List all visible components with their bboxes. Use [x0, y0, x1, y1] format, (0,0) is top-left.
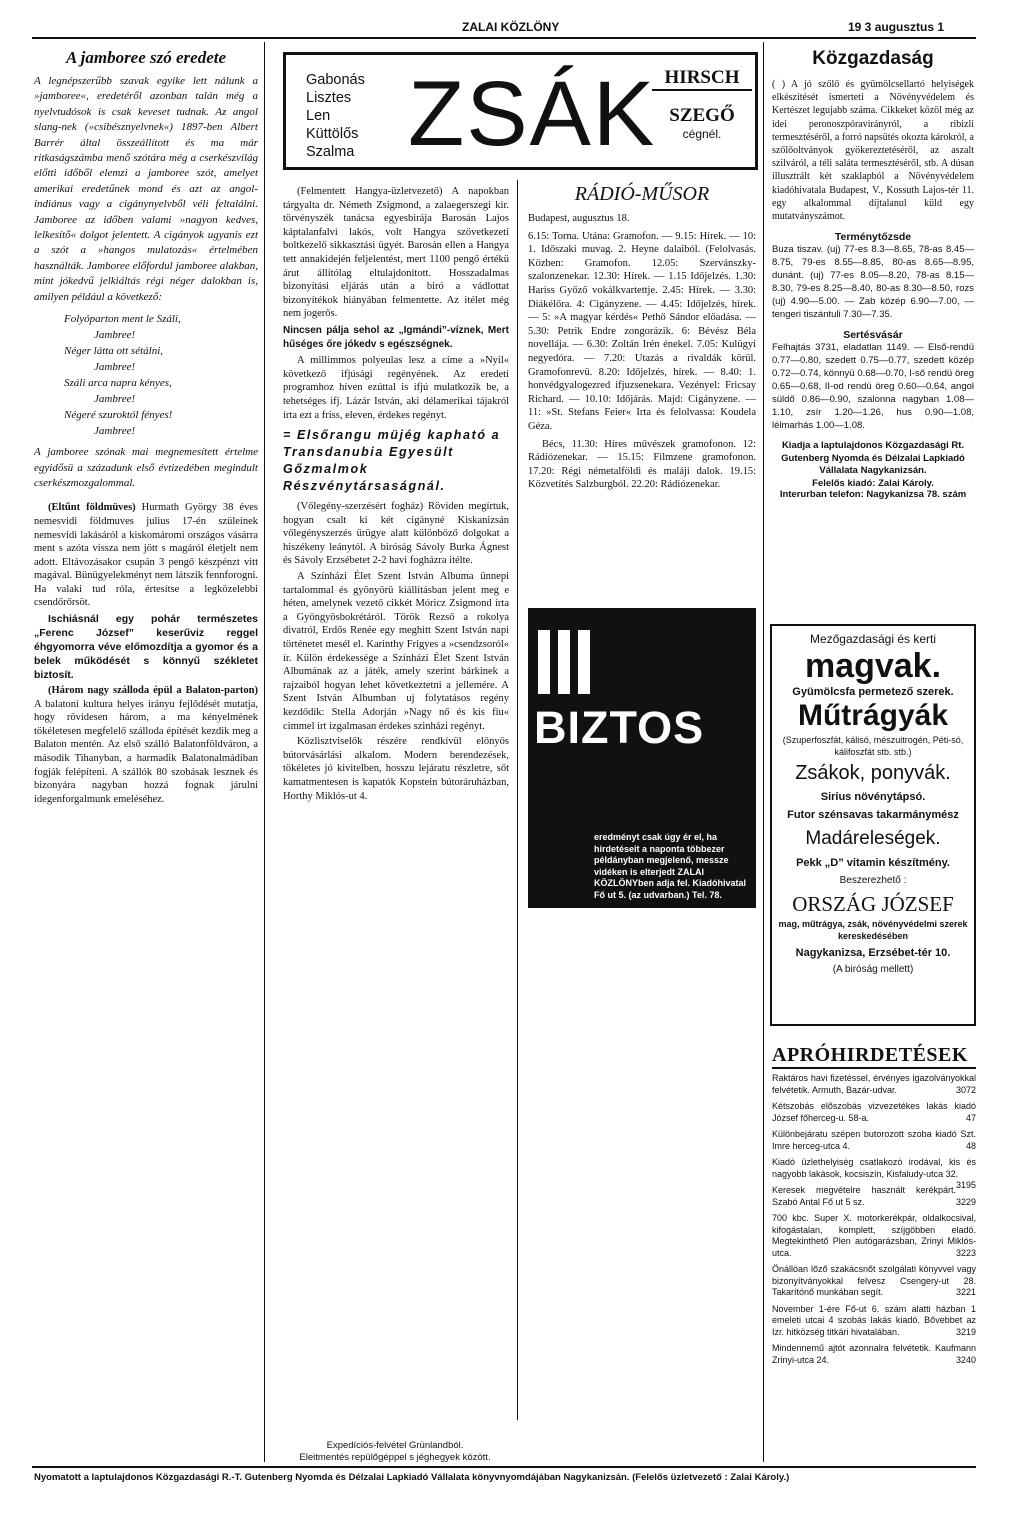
classified-number: 3229 — [955, 1196, 976, 1207]
biztos-bar — [578, 630, 590, 694]
classified-number: 3195 — [955, 1180, 976, 1190]
column-divider — [264, 42, 265, 1462]
zsak-ad-left-list — [306, 71, 365, 161]
magvak-line: Gyümölcsfa permetező szerek. — [792, 686, 954, 698]
classified-item — [772, 1129, 976, 1152]
news-text: Hurmath György 38 éves nemesvidi földmuves julius 17-én szüleinek nemesvidi lakásáról a kiskomáromi országos vásárra ment s azóta vissza nem jött s magáról életjelt nem adott. Eltávozásakor csupán 3 pengő készpénzt vitt magával. Bünügyelekményt nem látszik fennforogni. Ha valaki tud róla, értesítse a legközelebbi csendőrőrsöt. — [34, 502, 259, 609]
magvak-line: Beszerezhető : — [839, 875, 907, 886]
classified-number: 3221 — [955, 1287, 976, 1297]
magvak-big: magvak. — [804, 647, 942, 685]
magvak-line: Sirius növénytápsó. — [820, 791, 926, 803]
classified-number: 3072 — [955, 1084, 976, 1095]
radio-program: 6.15: Torna. Utána: Gramofon. — 9.15: Hírek. — 10: 1. Időszaki muvag. 2. Heyne dalaiból. (Felolvasás. Közben: Gramofon. 12.05: Szervánszky-szalonzenekar. 12.30: Hírek. — 1.15 Időjelzés. 1.30: Hariss Győző vokálkvartettje. 2.45: Hírek. — 3.30: Diákélőra. 4: Cigányzene. — 4.45: Időjelzés, hírek. — 5: »A magyar kérdés« Pethő Sándor előadása. — 5.30: Petrik Endre zongorázik. 6: Bévész Béla novellája. — 6.30: Zoltán Irén énekel. 7.05: Kulügyi negyedóra. — 7.20: Utazás a rivaldák körül. Gramofonrevü. 8.20: Időjelzés, hírek. — 8.40: 1. honvédgyalogezred ifjuzsenekara. Vezényel: Fricsay Richard. — 10.10: Időjárás. Majd: Cigányzene. — 11: »St. Stefans Feier« Irta és felolvassa: Koudela Géza. — [528, 230, 756, 432]
editor: Felelős kiadó: Zalai Károly. — [812, 477, 934, 489]
magvak-line: Mezőgazdasági és kerti — [809, 632, 937, 646]
phone: Interurban telefon: Nagykanizsa 78. szám — [779, 488, 967, 500]
zsak-ad-firm: SZEGŐ — [669, 105, 735, 126]
article-body: ( ) A jó szőlő és gyümölcsellartó helyiségek elkészítését ismerteti a Növényvédelem és Kertészet legujabb száma. Cikkeket közöl még az idei peronoszpóravirányról, a ribizli termesztéséről, a forró napsütés okozta károkról, a szőlőoltványok gyökereztetéséről, az aszalt szilváról, a téli saláta termesztéséről, stb. A dúsan illusztrált két szaklapból a Növényvédelem kiadóhivatala Budapest, V., Kossuth Lajos-tér 11. egy alkalommal díjtalanul küld egy mutatványszámot. — [772, 79, 974, 223]
zsak-ad-item: Szalma — [306, 144, 355, 160]
classified-item — [772, 1157, 976, 1190]
magvak-line: mag, műtrágya, zsák, növényvédelmi szerek kereskedésében — [778, 919, 968, 941]
news-text: A balatoni kultura helyes irányu fejlődését mutatja, hogy rövidesen három, a ma kényelmének tökéletesen megfelelő szálloda építését kezdik meg a Balaton mentén. Az első szálló Balatonföldváron, a második Tihanyban, a harmadik Balatonalmádiban fogják felépíteni. A szállók 80 szobásak lesznek és bizonyára nagyban hozzá fognak járulni idegenforgalmunk emeléséhez. — [34, 698, 258, 805]
column-divider — [517, 180, 518, 1420]
poem — [34, 311, 258, 439]
classified-number: 3240 — [955, 1354, 976, 1365]
classified-text: Raktáros havi fizetéssel, érvényes igazolványokkal felvétetik. Armuth, Bazár-udvar. — [772, 1073, 976, 1095]
poem-line: Jambree! — [94, 425, 136, 438]
zsak-ad-big: ZSÁK — [408, 63, 657, 165]
classified-number: 3219 — [955, 1326, 976, 1337]
expedition-note — [270, 1440, 520, 1464]
poem-line: Jambree! — [94, 361, 136, 374]
classified-item — [772, 1343, 976, 1366]
news-item: A millimmos polyeulas lesz a címe a »Nyil« következő ifjúsági regényének. Az eredeti programhoz híven ezúttal is ifjú mulatkozik be, a tehetséges ifj. Lázár István, aki délamerikai tájakról írta ezt a friss, eleven, érdekes regényt. — [283, 355, 509, 421]
radio-date: Budapest, augusztus 18. — [528, 213, 630, 224]
column-3 — [528, 183, 756, 494]
igmandi-notice: Nincsen pálja sehol az „Igmándi”-víznek, Mert hűséges őre jókedv s egészségnek. — [283, 324, 509, 350]
magvak-big: ORSZÁG JÓZSEF — [792, 892, 954, 916]
news-item: (Felmentett Hangya-üzletvezető) A napokban tárgyalta dr. Németh Zsigmond, a zalaegerszegi kir. törvényszék tanácsa egyesbirája Barosán Lajos káptalanfalvi lakós, volt Hangya szövetkezeti boltkezelő sikkasztási ügyét. Barosán ellen a Hangya tett annakidején feljelentést, mert 1100 pengő értékü árut állítólag eltulajdonított. Hosszadalmas bizonyítási eljárás után a biró a vádlottat bizonyítékok hiányában felmentette. Az itélet még nem jogerős. — [283, 186, 509, 320]
classified-text: Önállóan lőző szakácsnőt szolgálati könyvvel vagy bizonyítványokkal felvesz Csengery-ut 28. Takarítónő munkában segít. — [772, 1264, 976, 1297]
classified-number: 48 — [965, 1140, 976, 1151]
market-title: Terménytőzsde — [834, 231, 912, 244]
magvak-line: Futor szénsavas takarmánymész — [787, 809, 959, 821]
classified-item — [772, 1304, 976, 1339]
ad-ferenc-jozsef: Ischiásnál egy pohár természetes „Ferenc József” keserűviz reggel éhgyomorra véve előmozdítja a gyomor és a belek működését s könnyű székletet biztosít. — [34, 613, 258, 682]
news-item: Közlisztviselők részére rendkívül előnyös bútorvásárlási alkalom. Modern berendezések, tökéletes jó kivitelben, hosszu lejáratu részletre, sőt kamatmentesen is kapatók Kopstein bútoráruházban, Horthy Miklós-ut 4. — [283, 736, 509, 802]
column-4 — [772, 48, 974, 500]
column-divider — [763, 42, 764, 1462]
zsak-ad-item: Küttölős — [306, 126, 359, 142]
classified-item — [772, 1213, 976, 1259]
zsak-ad-right — [652, 67, 752, 141]
column-1 — [34, 48, 258, 808]
news-lead: (Három nagy szálloda épül a Balaton-parton) — [48, 685, 258, 697]
classified-text: Keresek megvételre használt kerékpárt. Szabó Antal Fő ut 5 sz. — [772, 1185, 956, 1207]
classified-text: 700 kbc. Super X. motorkerékpár, oldalkocsival, kifogástalan, komplett, szíjgöbben eladó. Megtekinthető Plen autógarázsban, Zrinyi Miklós-utca. — [772, 1213, 976, 1258]
poem-line: Folyóparton ment le Száli, — [64, 313, 181, 326]
classified-text: Kiadó üzlethelyiség csatlakozó irodával, kis és nagyobb lakások, kocsiszín, Kisfaludy-utca 32. — [772, 1157, 976, 1179]
biztos-caption: eredményt csak úgy ér el, ha hirdetéseit a naponta többezer példányban megjelenő, messze vidéken is elterjedt ZALAI KÖZLÖNYben adja fel. Kiadóhivatal Fő ut 5. (az udvarban.) Tel. 78. — [594, 832, 747, 900]
column-2 — [283, 185, 509, 805]
classified-item — [772, 1101, 976, 1124]
zsak-ad-firm: HIRSCH — [652, 67, 752, 91]
poem-line: Néger látta ott sétálni, — [64, 345, 163, 358]
classified-text: Kétszobás előszobás vizvezetékes lakás kiadó József főherceg-u. 58-a. — [772, 1101, 976, 1123]
article-title: A jamboree szó eredete — [65, 48, 227, 67]
classified-text: Különbejáratu szépen butorozott szoba kiadó Szt. Imre herceg-utca 4. — [772, 1129, 976, 1151]
poem-line: Jambree! — [94, 329, 136, 342]
news-item — [34, 501, 258, 610]
zsak-ad — [283, 52, 758, 170]
classified-item — [772, 1264, 976, 1299]
publisher: Kiadja a laptulajdonos Közgazdasági Rt. Gutenberg Nyomda és Délzalai Lapkiadó Vállalata Nagykanizsán. — [781, 440, 965, 477]
transdanubia-ad: = Elsőrangu müjég kapható a Transdanubia Egyesült Gőzmalmok Részvénytársaságnál. — [283, 428, 501, 494]
magvak-line: (Szuperfoszfát, kálisó, mészuitrogén, Péti-só, kálifoszfát stb. stb.) — [782, 735, 964, 757]
radio-vienna: Bécs, 11.30: Híres művészek gramofonon. 12: Rádiózenekar. — 15.15: Filmzene gramofonon. 17.20: Régi németalföldi és maláji dalok. 19.15: Közvetítés Salzburgból. 22.20: Rádiózenekar. — [528, 438, 756, 491]
news-item: (Vőlegény-szerzésért fogház) Röviden megírtuk, hogyan csalt ki két cigányné Kiskanizsán vőlegényszerzés ürügye alatt különböző dolgokat a hiszékeny leánytól. A biróság Sávoly Burka Ágnest és Sávoly Erzsébetet 2-2 havi fogházra itélte. — [283, 501, 509, 567]
printer-imprint: Nyomatott a laptulajdonos Közgazdasági R.-T. Gutenberg Nyomda és Délzalai Lapkiadó Vállalata könyvnyomdájában Nagykanizsán. (Felelős üzletvezető : Zalai Károly.) — [34, 1472, 790, 1483]
biztos-word: BIZTOS — [534, 702, 705, 753]
magvak-line: Pekk „D” vitamin készítmény. — [796, 857, 950, 869]
biztos-bar — [558, 630, 570, 694]
classified-item — [772, 1185, 976, 1208]
expedition-line: Expedíciós-felvétel Grünlandból. — [326, 1440, 464, 1451]
market-prices: Buza tiszav. (uj) 77-es 8.3—8.65, 78-as 8.45—8.75, 79-es 8.55—8.85, 80-as 8.65—8.95, dunánt. (uj) 77-es 8.05—8.20, 78-as 8.15—8.30, 79-es 8.25—8.40, 80-as 8.30—8.50, rozs (uj) 4.90—5.00. — Zab közép 6.90—7.00, — tengeri tiszántuli 7.30—7.35. — [772, 244, 974, 321]
pig-title: Sertésvásár — [843, 329, 903, 342]
news-item: A Színházi Élet Szent István Albuma ünnepi tartalommal és gyönyörü kiállításban jelent meg e héten, amelynek vezető cikkét Móricz Zsigmond írta a Gyöngyösbokrétáról. Török Rezső a rokolya divatról, Erdős Renée egy meghitt Szent István napi történetet mesél el. Karinthy Frigyes a »csendzsoról« ír. Külön érdekessége a Színházi Élet Szent István Albumának az a játék, amely szerint bárkinek a rajzaiból hogyan lehet következtetni a jellemére. A Szent István Albumban uj folytatásos regény kezdődik: Stella Adorján »Nagy nő és kis fiu« cimmel irt izgalmasan érdekes szinházi regényt. — [283, 571, 509, 732]
article-body: A legnépszerűbb szavak egyike lett nálunk a »jamboree«, eredetéről azonban talán még a nyelvtudósok is csak keveset tudnak. Az angol slang-nek (»csibésznyelvnek«) 1897-ben Albert Barrér által összeállított és ma már ritkaságszámba menő szótára még a cserkészvilág előtti időből elemzi a jamboree szót, amelyet amerikai eredetűnek mond és azt az angol-indiánus vagy a cigánynyelvből véli feltalálni. Jamboree az időben valami »nagyon kedves, lelkesítő« dolgot jelentett. A cigányok ugyanis ezt a szót a »hangos mulatozás« értelmében használták. Jamboree előfordul jamboree alakban, mint jókedvű jelkiáltás régi néger dalokban is, amilyen például a következő: — [34, 75, 258, 303]
section-title: Közgazdaság — [812, 48, 934, 69]
biztos-ad — [528, 608, 756, 908]
classified-item — [772, 1073, 976, 1096]
radio-title: RÁDIÓ-MŰSOR — [574, 183, 710, 205]
classified-text: November 1-ére Fő-ut 6. szám alatti házban 1 emeleti utcai 4 szobás lakás kiadó. Bővebbet az Izr. hitközség titkári hivatalában. — [772, 1303, 976, 1337]
classified-text: Mindennemű ajtót azonnalra felvétetik. Kaufmann Zrinyi-utca 24. — [772, 1343, 976, 1365]
classifieds — [772, 1044, 976, 1371]
zsak-ad-item: Gabonás — [306, 72, 365, 88]
magvak-line: Nagykanizsa, Erzsébet-tér 10. — [795, 947, 951, 959]
poem-line: Száli arca napra kényes, — [64, 377, 172, 390]
magvak-big: Zsákok, ponyvák. — [795, 762, 951, 784]
pig-prices: Felhajtás 3731, eladatlan 1149. — Első-rendü 0.77—0.80, szedett 0.75—0.77, szedett közép 0.72—0.74, könnyü 0.68—0.70, I-ső rendü öreg 0.65—0.68, II-od rendü öreg 0.60—0.64, angol süldő 0.86—0.90, szalonna nagyban 1.08—1.10, zsír 1.20—1.26, hus 0.90—1.08, lélmarhás 1.00—1.08. — [772, 342, 974, 432]
zsak-ad-firm: cégnél. — [682, 127, 722, 141]
issue-info: 19 3 augusztus 1 — [848, 20, 945, 34]
poem-line: Négeré szuroktól fényes! — [64, 409, 173, 422]
magvak-big: Madáreleségek. — [805, 828, 941, 849]
news-item — [34, 684, 258, 806]
masthead-rule — [32, 37, 976, 39]
magvak-line: (A biróság mellett) — [832, 964, 914, 975]
poem-line: Jambree! — [94, 393, 136, 406]
expedition-line: Eleitmentés repülőgéppel s jéghegyek között. — [299, 1452, 491, 1463]
zsak-ad-item: Len — [306, 108, 331, 124]
article-outro: A jamboree szónak mai megnemesített értelme egyidősü a századunk első évtizedében megindult cserkészmozgalommal. — [34, 446, 258, 489]
news-lead: (Eltűnt földmüves) — [48, 502, 136, 514]
magvak-ad — [770, 624, 976, 1026]
classified-number: 47 — [965, 1112, 976, 1123]
footer-rule — [32, 1466, 976, 1468]
zsak-ad-item: Lisztes — [306, 90, 352, 106]
classifieds-title: APRÓHIRDETÉSEK — [772, 1044, 976, 1069]
paper-name: ZALAI KÖZLÖNY — [462, 20, 560, 34]
biztos-bar — [538, 630, 550, 694]
classified-number: 3223 — [955, 1247, 976, 1258]
magvak-big: Műtrágyák — [797, 699, 949, 732]
